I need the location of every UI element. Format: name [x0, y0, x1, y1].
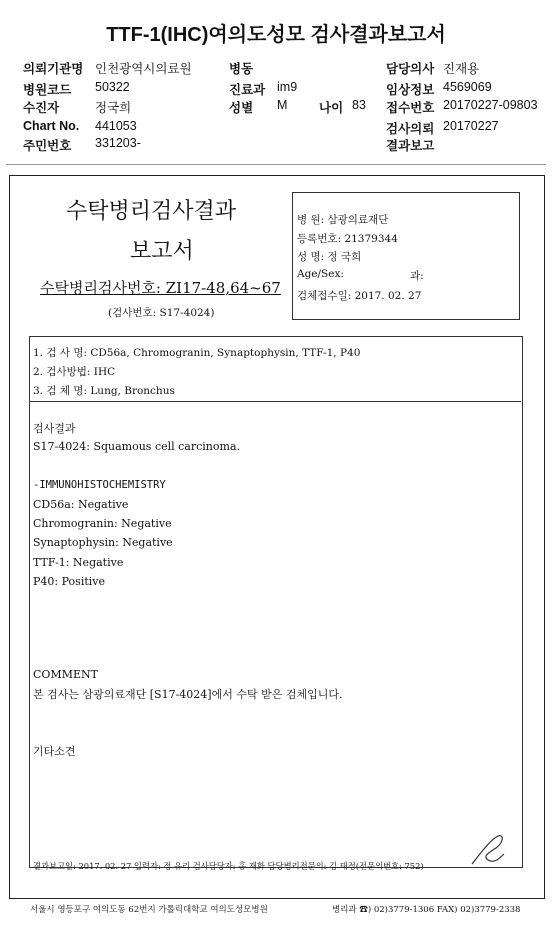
- value-sex: M: [277, 98, 288, 112]
- label-resident-no: 주민번호: [23, 139, 72, 153]
- value-requesting-org: 인천광역시의료원: [95, 62, 192, 76]
- pathology-number: 수탁병리검사번호: ZI17-48,64~67: [40, 279, 281, 297]
- comment-text: 본 검사는 삼광의료재단 [S17-4024]에서 수탁 받은 검체입니다.: [33, 688, 343, 701]
- result-label: 검사결과: [33, 422, 76, 435]
- ihc-result-chromogranin: Chromogranin: Negative: [33, 517, 172, 530]
- patient-agesex: Age/Sex:: [297, 268, 344, 280]
- value-age: 83: [352, 98, 366, 112]
- label-clinical-info: 임상정보: [386, 83, 435, 97]
- label-result-report: 결과보고: [386, 139, 435, 153]
- label-patient: 수진자: [23, 101, 60, 115]
- label-ward: 병동: [229, 62, 254, 76]
- ihc-result-ttf1: TTF-1: Negative: [33, 556, 124, 569]
- test-names: 1. 검 사 명: CD56a, Chromogranin, Synaptophysin, TTF-1, P40: [33, 347, 361, 359]
- test-specimen: 3. 검 체 명: Lung, Bronchus: [33, 385, 175, 397]
- report-heading-2: 보고서: [130, 239, 194, 264]
- value-hospital-code: 50322: [95, 80, 130, 94]
- value-clinical-info: 4569069: [443, 80, 492, 94]
- report-title: TTF-1(IHC)여의도성모 검사결과보고서: [106, 24, 446, 46]
- ihc-title: -IMMUNOHISTOCHEMISTRY: [33, 479, 166, 491]
- label-hospital-code: 병원코드: [23, 83, 72, 97]
- value-doctor: 진재용: [443, 62, 480, 76]
- exam-number: (검사번호: S17-4024): [108, 307, 215, 319]
- label-requesting-org: 의뢰기관명: [23, 62, 84, 76]
- label-request-date: 검사의뢰: [386, 122, 435, 136]
- comment-label: COMMENT: [33, 668, 98, 681]
- label-department: 진료과: [229, 83, 266, 97]
- ihc-result-p40: P40: Positive: [33, 575, 106, 588]
- footer-phone: 병리과 ☎) 02)3779-1306 FAX) 02)3779-2338: [332, 905, 521, 915]
- sign-line: 결과보고일: 2017. 02. 27 입력자: 정 유리 검사담당자: 홍 재화 담당병리전문의: 김 태정(전문의번호: 752): [33, 861, 424, 871]
- test-box: [29, 336, 523, 868]
- patient-name: 성 명: 정 국희: [297, 251, 362, 263]
- value-chart-no: 441053: [95, 119, 137, 133]
- label-doctor: 담당의사: [386, 62, 435, 76]
- label-receipt-no: 접수번호: [386, 101, 435, 115]
- report-heading: 수탁병리검사결과: [66, 199, 237, 224]
- label-sex: 성별: [229, 101, 254, 115]
- test-method: 2. 검사방법: IHC: [33, 366, 116, 378]
- value-patient: 정국희: [95, 101, 132, 115]
- other-findings-label: 기타소견: [33, 745, 76, 758]
- patient-receipt-date: 검체접수일: 2017. 02. 27: [297, 290, 422, 302]
- test-box-divider: [29, 401, 521, 402]
- header-divider: [6, 164, 546, 165]
- ihc-result-synaptophysin: Synaptophysin: Negative: [33, 536, 173, 549]
- value-department: im9: [277, 80, 298, 94]
- footer-address: 서울시 영등포구 여의도동 62번지 가톨릭대학교 여의도성모병원: [30, 905, 268, 915]
- label-chart-no: Chart No.: [23, 119, 80, 133]
- patient-dept: 과:: [410, 270, 424, 282]
- value-request-date: 20170227: [443, 119, 499, 133]
- label-age: 나이: [319, 101, 344, 115]
- result-diagnosis: S17-4024: Squamous cell carcinoma.: [33, 440, 240, 453]
- signature-icon: [468, 830, 508, 870]
- ihc-result-cd56a: CD56a: Negative: [33, 498, 129, 511]
- value-resident-no: 331203-: [95, 136, 141, 150]
- patient-hospital: 병 원: 삼광의료재단: [297, 214, 389, 226]
- patient-reg-no: 등록번호: 21379344: [297, 233, 398, 245]
- value-receipt-no: 20170227-09803: [443, 98, 538, 112]
